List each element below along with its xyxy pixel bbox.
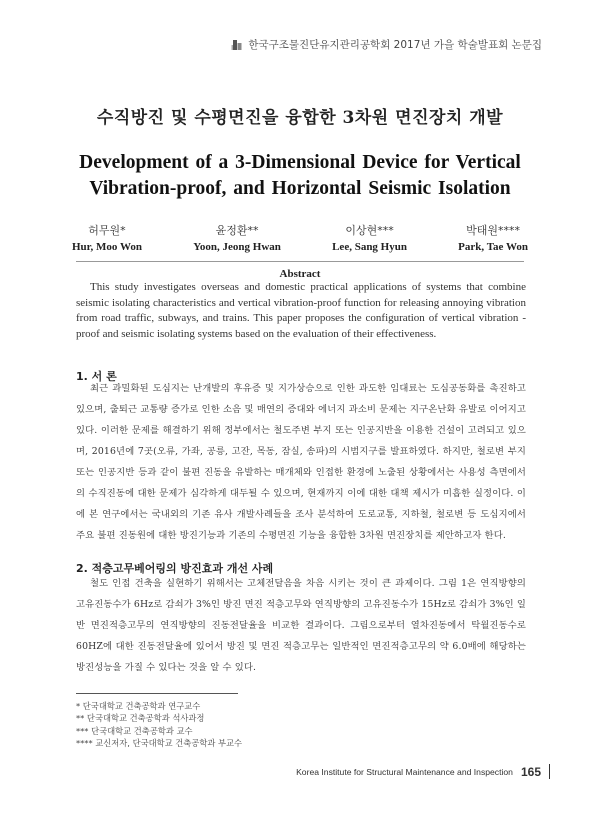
footer-divider (549, 764, 550, 779)
author-english-name: Lee, Sang Hyun (332, 241, 407, 253)
footnote: ** 단국대학교 건축공학과 석사과정 (76, 713, 205, 724)
author-english-name: Hur, Moo Won (72, 241, 142, 253)
author-list (72, 222, 528, 253)
author-english-name: Park, Tae Won (458, 241, 528, 253)
author (332, 222, 407, 253)
abstract-divider (76, 261, 524, 262)
author (72, 222, 142, 253)
english-title-line2: Vibration-proof, and Horizontal Seismic Isolation (89, 178, 511, 199)
author-korean-name: 윤정환** (215, 224, 259, 237)
footer-institution: Korea Institute for Structural Maintenance and Inspection (296, 766, 513, 777)
author (458, 222, 528, 253)
abstract-text: This study investigates overseas and domestic practical applications of systems that combine seismic isolating characteristics and vertical vibration-proof function for releasing annoying vibration from road traffic, subways, and trains. This paper proposes the configuration of vertical vibration -proof and seismic isolating systems based on the evaluation of their effectiveness. (76, 281, 526, 340)
page-number: 165 (520, 764, 541, 779)
header-text: 한국구조물진단유지관리공학회 2017년 가을 학술발표회 논문집 (248, 39, 542, 51)
section-body-introduction: 최근 과밀화된 도심지는 난개발의 후유증 및 지가상승으로 인한 과도한 임대료는 도심공동화를 촉진하고 있으며, 출퇴근 교통량 증가로 인한 소음 및 매연의 증대와 에너지 과소비 문제는 지구온난화 유발로 이어지고 있다. 이러한 문제를 해결하기 위해 정부에서는 철도주변 부지 또는 인공지반을 이용한 건설이 고려되고 있으며, 2016년에 7곳(오류, 가좌, 공릉, 고잔, 목동, 잠실, 송파)의 시범지구를 발표하였다. 하지만, 철로변 부지 또는 인공지반 등과 같이 불편 진동을 유발하는 매개체와 인접한 환경에 노출된 상황에서는 사용성 측면에서의 수직진동에 대한 문제가 심각하게 대두될 수 있으며, 현재까지 이에 대한 대책 제시가 미흡한 실정이다. 이에 본 연구에서는 국내외의 기존 유사 개발사례들을 조사 분석하여 도로교통, 지하철, 철로변 등 도심지에서 주요 불편 진동원에 대한 방진기능과 기존의 수평면진 기능을 융합한 3차원 면진장치를 제안하고자 한다. (76, 383, 526, 541)
page-footer (296, 764, 550, 779)
english-title (0, 150, 600, 202)
section-body-rubber-bearing: 철도 인접 건축을 실현하기 위해서는 고체전달음을 차음 시키는 것이 큰 과제이다. 그림 1은 연직방향의 고유진동수가 6Hz로 감쇠가 3%인 방진 면진 적층고무와 연직방향의 고유진동수가 15Hz로 감쇠가 3%인 일반 면진적층고무의 연직방향의 진동전달율을 비교한 결과이다. 그림으로부터 열차진동에서 탁월진동수로 60HZ에 대한 진동전달율에 있어서 방진 및 면진 적층고무는 일반적인 면진적층고무의 약 6.0배에 해당하는 방진성능을 가질 수 있다는 것을 알 수 있다. (76, 578, 527, 673)
author-korean-name: 이상현*** (345, 224, 394, 237)
author-footnotes (76, 700, 376, 749)
footnote: *** 단국대학교 건축공학과 교수 (76, 725, 193, 736)
building-icon (231, 39, 243, 51)
english-title-line1: Development of a 3-Dimensional Device for Vertical (79, 152, 521, 173)
author-english-name: Yoon, Jeong Hwan (193, 241, 281, 253)
author-korean-name: 박태원**** (466, 224, 521, 237)
proceedings-header (231, 37, 542, 52)
section-heading-rubber-bearing: 2. 적층고무베어링의 방진효과 개선 사례 (76, 562, 274, 575)
section-heading-introduction: 1. 서 론 (76, 370, 117, 383)
footnote-divider (76, 693, 238, 694)
footnote: **** 교신저자, 단국대학교 건축공학과 부교수 (76, 737, 243, 748)
author-korean-name: 허무원* (88, 224, 126, 237)
korean-title: 수직방진 및 수평면진을 융합한 3차원 면진장치 개발 (96, 108, 504, 128)
author (193, 222, 281, 253)
footnote: * 단국대학교 건축공학과 연구교수 (76, 701, 201, 711)
abstract-heading: Abstract (279, 268, 321, 280)
